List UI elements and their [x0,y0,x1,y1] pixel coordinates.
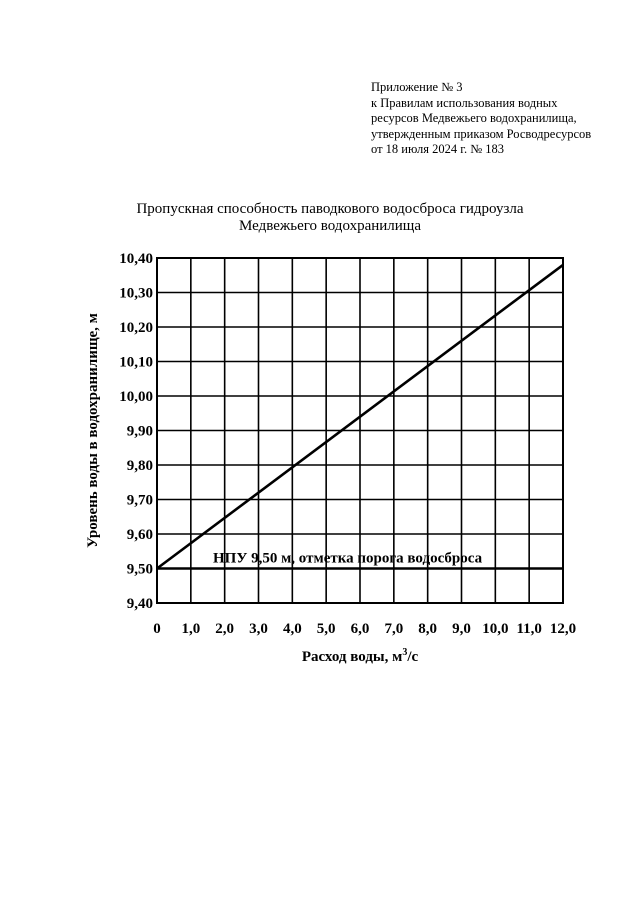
y-tick-label: 10,00 [119,389,153,405]
y-tick-labels [119,251,153,612]
y-tick-label: 9,80 [126,458,153,474]
x-tick-label: 3,0 [249,621,268,637]
y-tick-label: 9,60 [126,527,153,543]
appendix-line: к Правилам использования водных [371,95,558,110]
x-tick-label: 4,0 [282,621,302,637]
x-tick-labels [153,621,576,637]
y-tick-label: 10,10 [119,354,153,371]
x-tick-label: 9,0 [452,621,471,637]
reference-line-label: НПУ 9,50 м, отметка порога водосброса [213,550,483,567]
x-axis-label: Расход воды, $м^3/с$ [301,647,419,665]
y-axis-label: Уровень воды в водохранилище, м [85,313,101,548]
x-tick-label: 1,0 [181,621,201,637]
x-tick-label: 11,0 [516,621,542,637]
y-tick-label: 9,50 [126,561,153,578]
x-tick-label: 2,0 [215,621,235,637]
x-tick-label: 12,0 [549,621,577,637]
x-tick-label: 0 [153,621,161,637]
x-tick-label: 7,0 [384,621,404,637]
y-tick-label: 10,40 [119,251,153,267]
appendix-line: утвержденным приказом Росводресурсов [371,126,592,141]
x-tick-label: 10,0 [482,621,509,637]
chart-title-line: Медвежьего водохранилища [238,218,421,234]
chart-title-line: Пропускная способность паводкового водосброса гидроузла [136,201,524,217]
appendix-line: от 18 июля 2024 г. № 183 [371,142,505,156]
y-tick-label: 10,20 [119,320,153,336]
x-tick-label: 6,0 [350,621,370,637]
y-tick-label: 9,90 [126,423,153,440]
x-tick-label: 5,0 [316,621,336,637]
x-tick-label: 8,0 [418,621,438,637]
appendix-line: Приложение № 3 [371,80,463,94]
y-tick-label: 9,40 [126,596,153,612]
appendix-line: ресурсов Медвежьего водохранилища, [371,111,577,125]
y-tick-label: 10,30 [119,285,153,302]
y-tick-label: 9,70 [126,492,153,509]
